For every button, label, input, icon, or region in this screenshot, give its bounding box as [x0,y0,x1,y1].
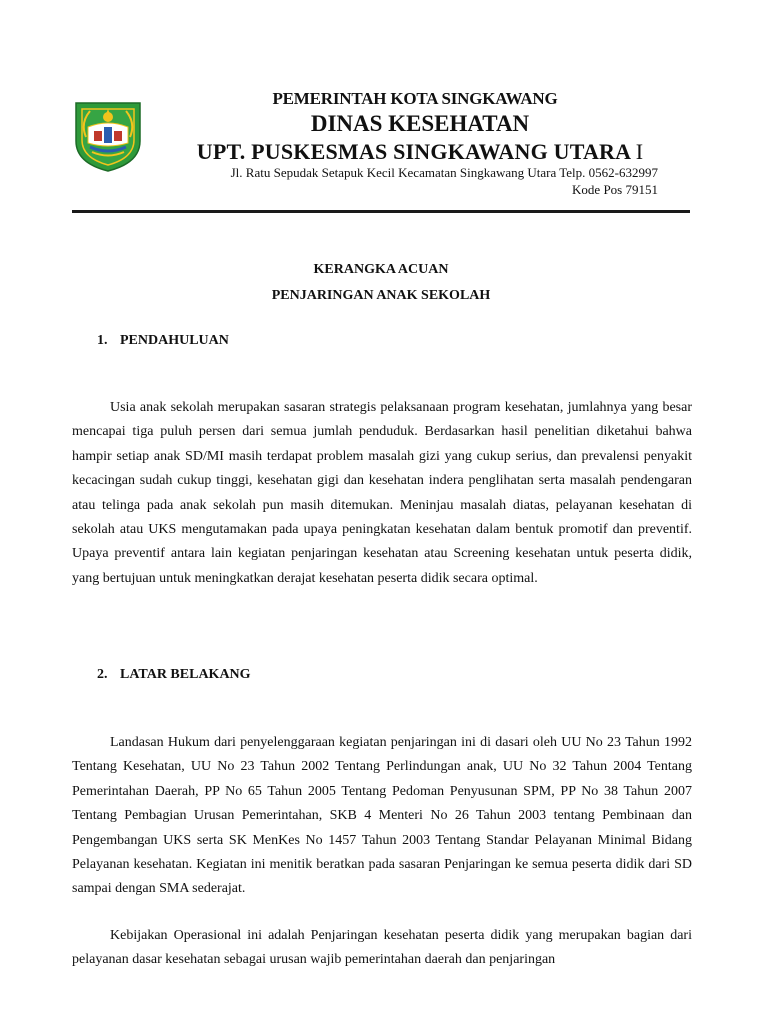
section-heading-pendahuluan [97,331,229,351]
puskesmas-name-suffix: I [635,139,644,164]
title-line-2: PENJARINGAN ANAK SEKOLAH [271,288,491,303]
puskesmas-name-text: UPT. PUSKESMAS SINGKAWANG UTARA [196,139,630,164]
address-line: Jl. Ratu Sepudak Setapuk Kecil Kecamatan Singkawang Utara Telp. 0562-632997 [230,165,658,180]
section-title: LATAR BELAKANG [120,667,251,682]
section-heading-latar-belakang [97,665,251,685]
postal-code: Kode Pos 79151 [572,182,658,197]
paragraph-pendahuluan: Usia anak sekolah merupakan sasaran strategis pelaksanaan program kesehatan, jumlahnya yang besar mencapai tiga puluh persen dari semua jumlah penduduk. Berdasarkan hasil penelitian diketahui bahwa hampir setiap anak SD/MI masih terdapat problem masalah gizi yang cukup serius, dan prevalensi penyakit kecacingan sudah cukup tinggi, kesehatan gigi dan kesehatan indera penglihatan serta masalah pendengaran atau telinga pada anak sekolah pun masih ditemukan. Meninjau masalah diatas, pelayanan kesehatan di sekolah atau UKS mengutamakan pada upaya peningkatan kesehatan dalam bentuk promotif dan preventif. Upaya preventif antara lain kegiatan penjaringan kesehatan atau Screening kesehatan untuk peserta didik, yang bertujuan untuk meningkatkan derajat kesehatan peserta didik secara optimal. [72,400,692,586]
section-number: 2. [97,667,108,682]
paragraph-landasan-hukum: Landasan Hukum dari penyelenggaraan kegiatan penjaringan ini di dasari oleh UU No 23 Tahun 1992 Tentang Kesehatan, UU No 23 Tahun 2002 Tentang Perlindungan anak, UU No 32 Tahun 2004 Tentang Pemerintahan Daerah, PP No 65 Tahun 2005 Tentang Pedoman Penyusunan SPM, PP No 38 Tahun 2007 Tentang Pembagian Urusan Pemerintahan, SKB 4 Menteri No 26 Tahun 2003 tentang Pembinaan dan Pengembangan UKS serta SK MenKes No 1457 Tahun 2003 Tentang Standar Pelayanan Minimal Bidang Pelayanan kesehatan. Kegiatan ini menitik beratkan pada sasaran Penjaringan ke semua peserta didik dari SD sampai dengan SMA sederajat. [72,735,692,897]
title-line-1: KERANGKA ACUAN [313,262,449,277]
section-title: PENDAHULUAN [120,333,229,348]
city-emblem-logo [72,97,144,173]
government-name: PEMERINTAH KOTA SINGKAWANG [272,89,558,108]
puskesmas-name [150,137,690,167]
department-name: DINAS KESEHATAN [310,111,530,136]
section-number: 1. [97,333,108,348]
letterhead-divider [72,210,690,213]
paragraph-kebijakan-operasional: Kebijakan Operasional ini adalah Penjaringan kesehatan peserta didik yang merupakan bagian dari pelayanan dasar kesehatan sebagai urusan wajib pemerintahan daerah dan penjaringan [72,928,692,968]
document-title [72,257,690,309]
